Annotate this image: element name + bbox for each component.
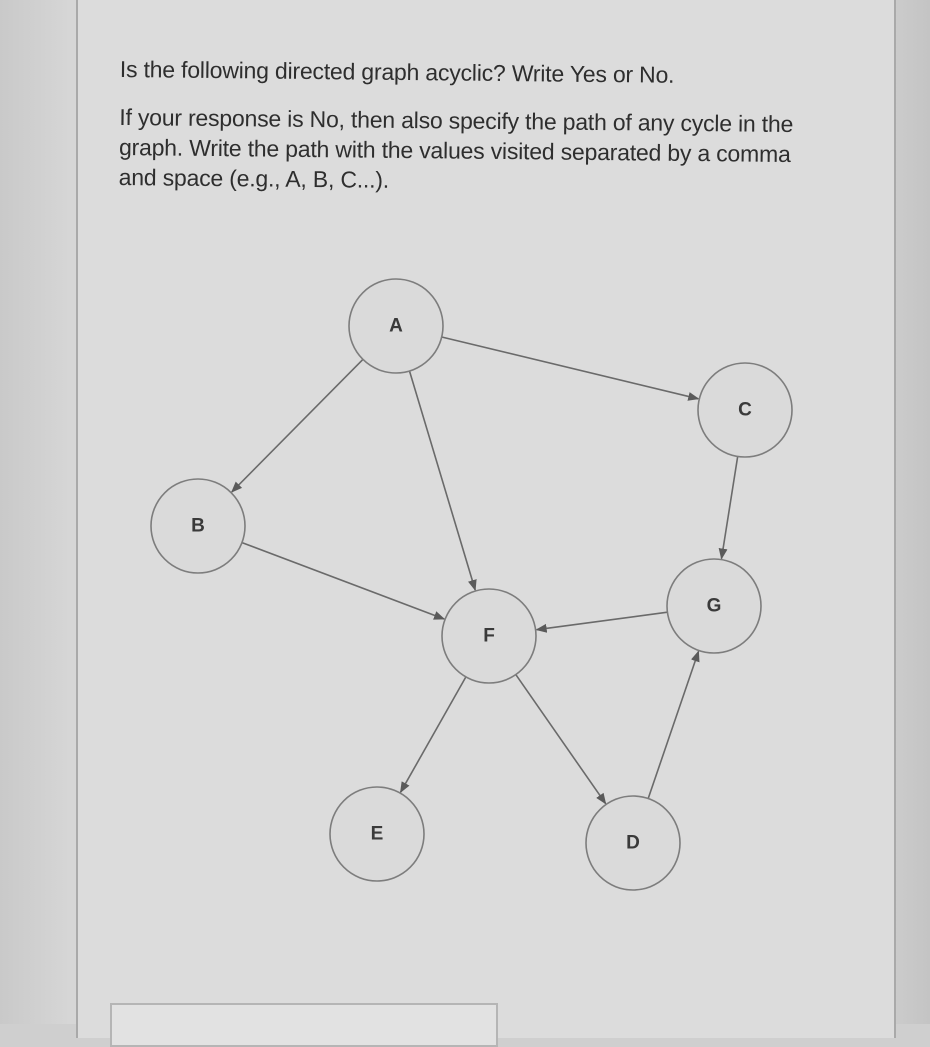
node-b bbox=[151, 479, 245, 573]
edge-c-to-g bbox=[722, 456, 738, 558]
edge-f-to-e bbox=[401, 677, 466, 792]
node-label: G bbox=[706, 595, 722, 617]
node-label: D bbox=[626, 832, 640, 854]
node-f bbox=[442, 589, 536, 683]
node-label: B bbox=[191, 515, 205, 537]
edges-layer bbox=[232, 337, 738, 804]
edge-d-to-g bbox=[648, 651, 698, 798]
node-e bbox=[330, 787, 424, 881]
node-d bbox=[586, 796, 680, 890]
node-label: A bbox=[389, 315, 403, 337]
question-prompt: Is the following directed graph acyclic? Write Yes or No. bbox=[119, 55, 675, 88]
question-instructions: If your response is No, then also specify the path of any cycle in the graph. Write the path with the values visited separated by a comma and space (e.g., A, B, C...). bbox=[118, 103, 794, 193]
edge-a-to-f bbox=[410, 371, 476, 590]
node-label: C bbox=[738, 399, 752, 421]
edge-g-to-f bbox=[537, 612, 668, 630]
answer-input-box[interactable] bbox=[110, 1003, 498, 1047]
node-g bbox=[667, 559, 761, 653]
node-label: E bbox=[370, 823, 384, 845]
edge-f-to-d bbox=[516, 675, 606, 804]
edge-a-to-c bbox=[442, 337, 699, 399]
edge-a-to-b bbox=[232, 359, 363, 492]
node-a bbox=[349, 279, 443, 373]
edge-b-to-f bbox=[242, 543, 444, 619]
node-c bbox=[698, 363, 792, 457]
node-label: F bbox=[483, 625, 495, 647]
nodes-layer bbox=[151, 279, 792, 890]
